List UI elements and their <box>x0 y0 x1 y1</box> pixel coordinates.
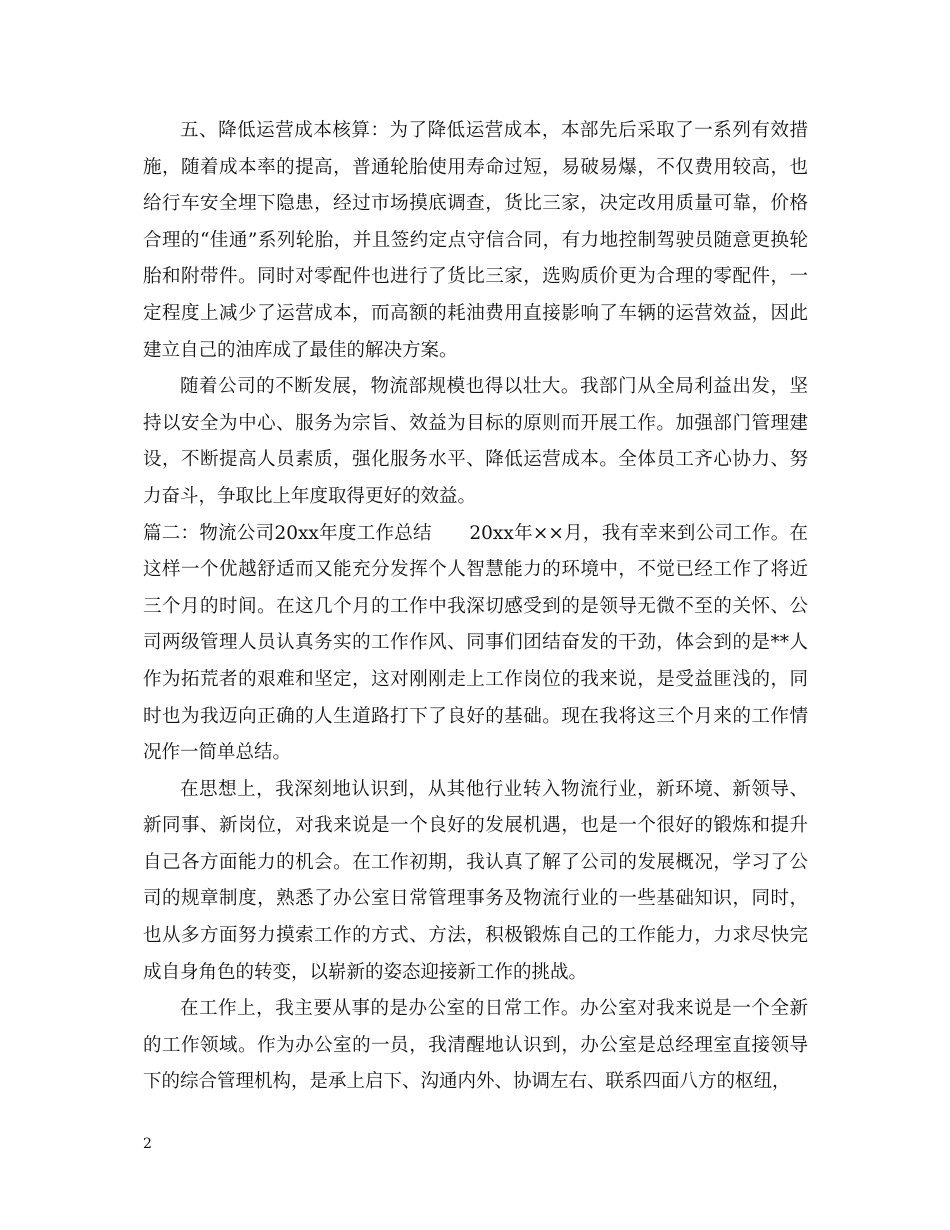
paragraph-chapter-two-intro: 篇二：物流公司20xx年度工作总结 20xx年××月，我有幸来到公司工作。在这样一个优越舒适而又能充分发挥个人智慧能力的环境中，不觉已经工作了将近三个月的时间。在这几个月的工作中我深切感受到的是领导无微不至的关怀、公司两级管理人员认真务实的工作作风、同事们团结奋发的干劲，体会到的是**人作为拓荒者的艰难和坚定，这对刚刚走上工作岗位的我来说，是受益匪浅的，同时也为我迈向正确的人生道路打下了良好的基础。现在我将这三个月来的工作情况作一简单总结。 <box>143 522 808 764</box>
paragraph-thinking: 在思想上，我深刻地认识到，从其他行业转入物流行业，新环境、新领导、新同事、新岗位，对我来说是一个良好的发展机遇，也是一个很好的锻炼和提升自己各方面能力的机会。在工作初期，我认真了解了公司的发展概况，学习了公司的规章制度，熟悉了办公室日常管理事务及物流行业的一些基础知识，同时，也从多方面努力摸索工作的方式、方法，积极锻炼自己的工作能力，力求尽快完成自身角色的转变，以崭新的姿态迎接新工作的挑战。 <box>143 778 808 983</box>
paragraph-company-development: 随着公司的不断发展，物流部规模也得以壮大。我部门从全局利益出发，坚持以安全为中心、服务为宗旨、效益为目标的原则而开展工作。加强部门管理建设，不断提高人员素质，强化服务水平、降低运营成本。全体员工齐心协力、努力奋斗，争取比上年度取得更好的效益。 <box>143 376 808 507</box>
document-body <box>143 113 808 1101</box>
paragraph-work: 在工作上，我主要从事的是办公室的日常工作。办公室对我来说是一个全新的工作领域。作为办公室的一员，我清醒地认识到，办公室是总经理室直接领导下的综合管理机构，是承上启下、沟通内外、协调左右、联系四面八方的枢纽， <box>143 998 808 1093</box>
page-number: 2 <box>143 1136 152 1152</box>
paragraph-cost-accounting: 五、降低运营成本核算：为了降低运营成本，本部先后采取了一系列有效措施，随着成本率的提高，普通轮胎使用寿命过短，易破易爆，不仅费用较高，也给行车安全埋下隐患，经过市场摸底调查，货比三家，决定改用质量可靠，价格合理的“佳通”系列轮胎，并且签约定点守信合同，有力地控制驾驶员随意更换轮胎和附带件。同时对零配件也进行了货比三家，选购质价更为合理的零配件，一定程度上减少了运营成本，而高额的耗油费用直接影响了车辆的运营效益，因此建立自己的油库成了最佳的解决方案。 <box>143 120 808 361</box>
